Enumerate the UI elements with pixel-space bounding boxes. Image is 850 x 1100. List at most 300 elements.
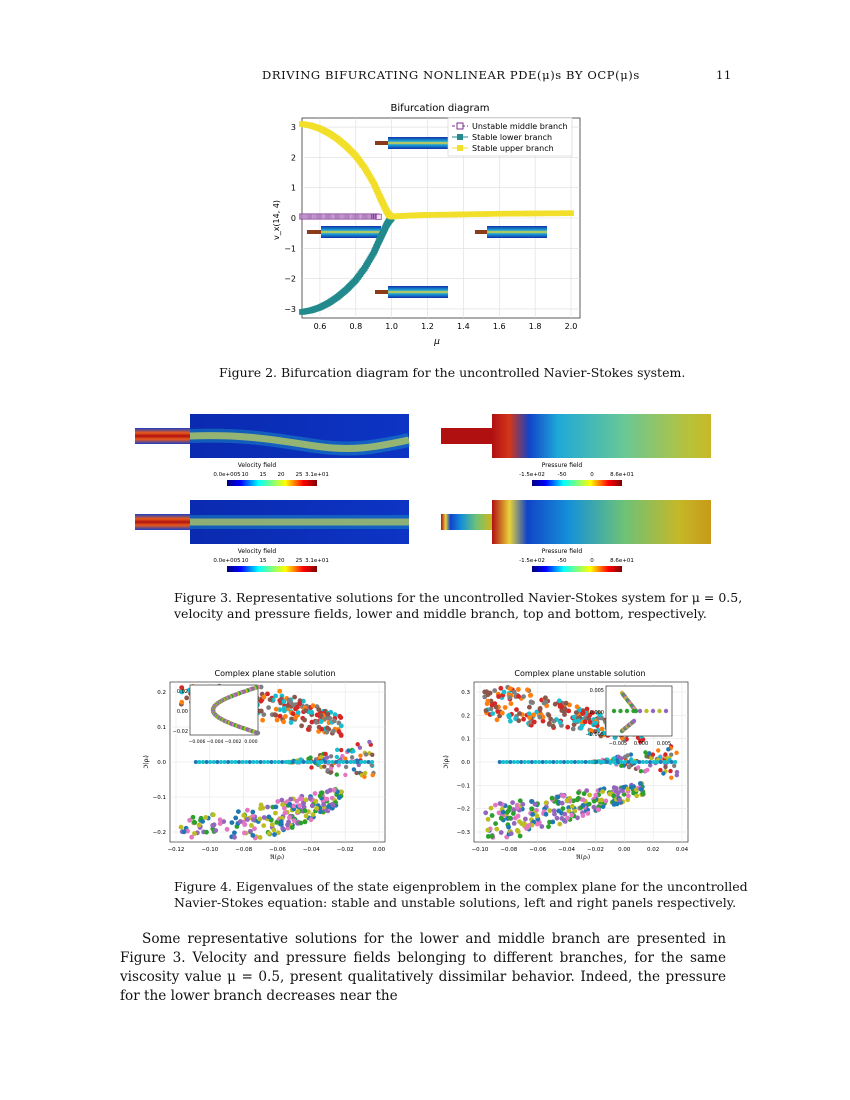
eigenvalue-point — [287, 815, 292, 820]
eigenvalue-point — [363, 771, 367, 775]
eigenvalue-point — [551, 724, 556, 729]
bifurcation-chart — [255, 98, 595, 348]
eigenvalue-point — [331, 760, 335, 764]
eigenvalue-point — [558, 720, 563, 725]
eigenvalue-point — [575, 704, 580, 709]
eigenvalue-point — [289, 720, 294, 725]
eigenvalue-point — [512, 821, 517, 826]
eigenvalue-point — [533, 802, 538, 807]
eigenvalue-point — [560, 801, 565, 806]
eigenvalue-point — [275, 799, 280, 804]
legend-label: Stable upper branch — [472, 144, 554, 153]
eigenvalue-point — [609, 760, 613, 764]
eigenvalue-point — [529, 806, 534, 811]
eigenvalue-point — [516, 687, 521, 692]
eigenvalue-point — [310, 803, 315, 808]
eigenvalue-point — [581, 813, 586, 818]
eigenvalue-point — [544, 760, 548, 764]
eigenvalue-point — [555, 816, 560, 821]
inset-point — [612, 709, 616, 713]
eigenvalue-point — [515, 828, 520, 833]
eigenvalue-point — [641, 760, 645, 764]
plot-title: Complex plane unstable solution — [514, 669, 646, 678]
eigenvalue-point — [518, 834, 523, 839]
y-tick-label: 0.2 — [157, 690, 166, 696]
eigenvalue-point — [298, 760, 302, 764]
eigenvalue-point — [248, 829, 253, 834]
x-tick-label: 0.02 — [647, 847, 660, 853]
eigenvalue-point — [302, 760, 306, 764]
eigenvalue-point — [541, 760, 545, 764]
eigenvalue-point — [552, 808, 557, 813]
eigenvalue-point — [352, 760, 356, 764]
eigenvalue-point — [266, 760, 270, 764]
eigenvalue-point — [572, 715, 577, 720]
eigenvalue-point — [205, 760, 209, 764]
figure4-caption — [174, 879, 748, 911]
inset-x-tick: −0.004 — [206, 740, 224, 745]
eigenvalue-point — [329, 754, 333, 758]
eigenvalue-point — [249, 823, 254, 828]
inset-y-tick: −0.02 — [172, 729, 188, 735]
eigenvalue-point — [593, 721, 598, 726]
eigenvalue-point — [194, 760, 198, 764]
eigenvalue-point — [278, 714, 283, 719]
eigenvalue-point — [315, 713, 320, 718]
eigenvalue-point — [616, 790, 621, 795]
x-tick-label: 1.0 — [385, 322, 399, 331]
eigenvalue-point — [523, 817, 528, 822]
eigenvalue-point — [287, 698, 292, 703]
eigenvalue-point — [605, 760, 609, 764]
eigenvalue-point — [298, 821, 303, 826]
x-tick-label: −0.08 — [235, 847, 253, 853]
x-tick-label: −0.02 — [336, 847, 354, 853]
eigenvalue-point — [508, 816, 513, 821]
eigenvalue-point — [508, 760, 512, 764]
eigenvalue-point — [658, 768, 662, 772]
eigenvalue-point — [616, 760, 620, 764]
eigenvalue-point — [489, 806, 494, 811]
x-tick-label: 0.8 — [349, 322, 363, 331]
eigenvalue-point — [320, 760, 324, 764]
eigenvalue-point — [325, 755, 329, 759]
eigenvalue-point — [277, 760, 281, 764]
eigenvalue-point — [569, 813, 574, 818]
eigenvalue-point — [498, 760, 502, 764]
eigenvalue-point — [337, 795, 342, 800]
eigenvalue-point — [496, 694, 501, 699]
running-title: DRIVING BIFURCATING NONLINEAR PDE(μ)s BY OCP(μ)s — [262, 68, 640, 82]
figure3-panels — [135, 410, 715, 582]
eigenvalue-point — [648, 760, 652, 764]
eigenvalue-point — [587, 760, 591, 764]
colorbar-ticks — [519, 558, 634, 564]
eigenvalue-point — [319, 719, 324, 724]
eigenvalue-point — [303, 808, 308, 813]
eigenvalue-point — [600, 727, 605, 732]
eigenvalue-point — [297, 803, 302, 808]
eigenvalue-point — [273, 694, 278, 699]
inset-point — [651, 709, 655, 713]
eigenvalue-point — [520, 802, 525, 807]
inset-y-tick: 0.005 — [589, 688, 604, 694]
eigenvalue-point — [267, 815, 272, 820]
eigenvalue-point — [242, 822, 247, 827]
eigenvalue-point — [344, 765, 348, 769]
eigenvalue-point — [329, 766, 333, 770]
eigenvalue-point — [561, 806, 566, 811]
x-tick-label: 1.6 — [492, 322, 506, 331]
eigenvalue-point — [583, 719, 588, 724]
eigenvalue-point — [338, 760, 342, 764]
eigenvalue-point — [345, 760, 349, 764]
eigenvalue-point — [559, 760, 563, 764]
eigenvalue-point — [210, 823, 215, 828]
eigenvalue-point — [273, 811, 278, 816]
y-tick-label: 0 — [290, 214, 296, 223]
eigenvalue-point — [349, 760, 353, 764]
eigenvalue-point — [511, 811, 516, 816]
eigenvalue-point — [602, 760, 606, 764]
eigenvalue-point — [672, 764, 676, 768]
eigenvalue-point — [325, 797, 330, 802]
eigenvalue-point — [593, 793, 598, 798]
inset-point — [664, 709, 668, 713]
inset-point — [256, 731, 260, 735]
eigenvalue-point — [490, 711, 495, 716]
eigenvalue-point — [316, 707, 321, 712]
pressure-field-lower-branch — [441, 414, 711, 486]
eigenvalue-point — [537, 760, 541, 764]
inset-y-tick: 0.000 — [589, 710, 604, 716]
eigenvalue-point — [251, 817, 256, 822]
eigenvalue-point — [283, 714, 288, 719]
eigenvalue-point — [488, 691, 493, 696]
eigenvalue-point — [309, 760, 313, 764]
eigenvalue-point — [501, 760, 505, 764]
y-tick-label: −0.3 — [456, 830, 470, 836]
figure3-caption — [174, 590, 742, 622]
eigenvalue-point — [516, 718, 521, 723]
colorbar-title: Velocity field — [237, 548, 277, 555]
eigenvalue-point — [351, 749, 355, 753]
eigenvalue-point — [663, 765, 667, 769]
eigenvalue-point — [303, 708, 308, 713]
eigenvalue-point — [512, 690, 517, 695]
inset-point — [644, 709, 648, 713]
caption-line: Navier-Stokes equation: stable and unstable solutions, left and right panels respectively. — [174, 895, 737, 910]
eigenvalue-point — [555, 760, 559, 764]
eigenvalue-point — [569, 760, 573, 764]
eigenvalue-point — [577, 760, 581, 764]
inset-x-tick: −0.005 — [608, 741, 628, 747]
eigenvalue-point — [285, 822, 290, 827]
colorbar-tick: 10 — [241, 472, 249, 478]
inset-point — [625, 709, 629, 713]
eigenvalue-point — [486, 828, 491, 833]
eigenvalue-point — [322, 764, 326, 768]
inset-y-tick: 0.02 — [176, 689, 188, 695]
eigenvalue-point — [321, 802, 326, 807]
eigenvalue-point — [575, 797, 580, 802]
eigenvalue-point — [304, 814, 309, 819]
eigenvalue-point — [238, 819, 243, 824]
eigenvalue-point — [546, 824, 551, 829]
eigenvalue-point — [503, 705, 508, 710]
eigenvalue-point — [339, 723, 344, 728]
eigenvalue-point — [208, 760, 212, 764]
colorbar-tick: -50 — [557, 472, 567, 478]
eigenvalue-point — [626, 794, 631, 799]
eigenvalue-point — [203, 815, 208, 820]
eigenvalue-point — [295, 760, 299, 764]
eigenvalue-point — [552, 719, 557, 724]
eigenvalue-point — [501, 810, 506, 815]
eigenvalue-point — [339, 748, 343, 752]
eigenvalue-point — [571, 727, 576, 732]
eigenvalue-point — [282, 699, 287, 704]
inset-x-tick: 0.000 — [633, 741, 649, 747]
y-tick-label: −3 — [284, 304, 296, 314]
eigenvalue-point — [565, 816, 570, 821]
eigenvalue-point — [363, 760, 367, 764]
eigenvalue-point — [493, 803, 498, 808]
eigenvalue-point — [314, 806, 319, 811]
y-tick-label: 0.1 — [461, 736, 470, 743]
eigenvalue-point — [490, 703, 495, 708]
eigenvalue-point — [516, 814, 521, 819]
eigenvalue-point — [265, 805, 270, 810]
eigenvalue-point — [274, 707, 279, 712]
eigenvalue-point — [543, 700, 548, 705]
inset-x-tick: 0.005 — [656, 741, 672, 747]
eigenvalue-point — [591, 760, 595, 764]
eigenvalue-point — [197, 760, 201, 764]
eigenvalue-point — [226, 760, 230, 764]
eigenvalue-point — [519, 821, 524, 826]
eigenvalue-point — [325, 712, 330, 717]
inset-y-tick: −0.005 — [585, 732, 604, 738]
x-tick-label: −0.12 — [167, 847, 185, 853]
eigenvalue-point — [596, 807, 601, 812]
eigenvalue-point — [182, 829, 187, 834]
eigenvalue-point — [362, 775, 366, 779]
eigenvalue-point — [601, 804, 606, 809]
x-tick-label: −0.08 — [500, 847, 518, 853]
eigenvalue-point — [561, 794, 566, 799]
eigenvalue-point — [634, 793, 639, 798]
eigenvalue-point — [218, 817, 223, 822]
eigenvalue-point — [604, 799, 609, 804]
eigenvalue-point — [335, 748, 339, 752]
eigenvalue-point — [586, 811, 591, 816]
eigenvalue-point — [370, 753, 374, 757]
eigenvalue-point — [498, 686, 503, 691]
eigenvalue-point — [495, 717, 500, 722]
eigenvalue-point — [272, 712, 277, 717]
eigenvalue-point — [371, 773, 375, 777]
legend-label: Stable lower branch — [472, 133, 553, 142]
eigenvalue-point — [499, 830, 504, 835]
colorbar-ticks — [213, 558, 329, 564]
colorbar-tick: 8.6e+01 — [610, 558, 634, 564]
eigenvalue-point — [548, 760, 552, 764]
eigenvalue-point — [508, 686, 513, 691]
y-tick-label: −0.2 — [456, 806, 470, 813]
inset-x-tick: −0.006 — [188, 740, 206, 745]
eigenvalue-point — [592, 799, 597, 804]
eigenvalue-point — [627, 760, 631, 764]
eigenvalue-point — [486, 817, 491, 822]
colorbar-tick: 0.0e+005 — [213, 558, 241, 564]
eigenvalue-point — [566, 760, 570, 764]
x-tick-label: −0.02 — [586, 847, 604, 853]
eigenvalue-point — [187, 818, 192, 823]
eigenvalue-point — [565, 798, 570, 803]
eigenvalue-point — [492, 688, 497, 693]
eigenvalue-point — [581, 803, 586, 808]
eigenvalue-point — [579, 724, 584, 729]
colorbar-tick: 8.6e+01 — [610, 472, 634, 478]
eigenvalue-point — [314, 720, 319, 725]
eigenvalue-point — [506, 825, 511, 830]
eigenvalue-point — [356, 742, 360, 746]
eigenvalue-point — [251, 760, 255, 764]
eigenvalue-point — [204, 830, 209, 835]
eigenvalue-point — [516, 760, 520, 764]
paragraph-text: Some representative solutions for the lower and middle branch are presented in Figure 3. Velocity and pressure fields belonging to different branches, for the same viscosity value μ = 0.5, present qualitatively dissimilar behavior. Indeed, the pressure for the lower branch decreases near the — [120, 931, 726, 1004]
eigenvalue-point — [272, 832, 277, 837]
y-tick-label: 2 — [290, 153, 296, 163]
x-tick-label: 0.00 — [618, 847, 631, 853]
eigenvalue-point — [645, 768, 649, 772]
eigenvalue-point — [512, 760, 516, 764]
eigenvalue-point — [230, 760, 234, 764]
eigenvalue-point — [570, 804, 575, 809]
eigenvalue-point — [668, 769, 672, 773]
eigenvalue-point — [630, 760, 634, 764]
colorbar-tick: 15 — [259, 558, 267, 564]
eigenvalue-point — [534, 760, 538, 764]
colorbar-tick: 25 — [295, 472, 303, 478]
eigenvalue-point — [350, 755, 354, 759]
eigenvalue-point — [551, 760, 555, 764]
eigenvalue-point — [621, 785, 626, 790]
y-tick-label: 0.3 — [461, 690, 470, 696]
eigenvalue-point — [219, 760, 223, 764]
eigenvalue-point — [584, 760, 588, 764]
eigenvalue-point — [529, 700, 534, 705]
eigenvalue-point — [562, 760, 566, 764]
figure2-caption: Figure 2. Bifurcation diagram for the uncontrolled Navier-Stokes system. — [219, 365, 686, 380]
y-tick-label: −2 — [284, 274, 296, 284]
x-tick-label: 0.00 — [372, 847, 386, 853]
eigenvalue-point — [523, 760, 527, 764]
eigenvalue-point — [280, 760, 284, 764]
colorbar-tick: -50 — [557, 558, 567, 564]
colorbar-tick: 10 — [241, 558, 249, 564]
eigenvalue-point — [544, 812, 549, 817]
eigenvalue-point — [244, 760, 248, 764]
eigenvalue-point — [483, 810, 488, 815]
eigenvalue-point — [262, 815, 267, 820]
eigenvalue-point — [494, 827, 499, 832]
x-tick-label: 1.2 — [421, 322, 434, 331]
eigenvalue-point — [230, 820, 235, 825]
eigenvalue-point — [629, 785, 634, 790]
y-axis-label: v_x(14, 4) — [272, 199, 281, 241]
eigenvalue-point — [311, 703, 316, 708]
eigenvalue-point — [320, 790, 325, 795]
colorbar-title: Pressure field — [541, 462, 583, 469]
eigenvalue-point — [306, 727, 311, 732]
eigenvalue-point — [179, 825, 184, 830]
eigenvalue-point — [184, 696, 189, 701]
x-tick-label: 1.8 — [528, 322, 542, 331]
eigenvalue-point — [308, 796, 313, 801]
y-axis-label: ℑ(ρᵢ) — [443, 755, 450, 769]
eigenvalue-point — [250, 810, 255, 815]
eigenvalue-point — [498, 801, 503, 806]
eigenvalue-point — [272, 828, 277, 833]
x-axis-label: ℜ(ρᵢ) — [269, 854, 285, 861]
y-tick-label: −0.2 — [152, 830, 166, 836]
y-tick-label: −1 — [284, 244, 296, 254]
eigenvalue-point — [356, 760, 360, 764]
inset-y-tick: 0.00 — [176, 709, 188, 715]
eigenvalue-point — [281, 719, 286, 724]
eigenvalue-point — [273, 760, 277, 764]
eigenvalue-point — [528, 693, 533, 698]
eigenvalue-point — [259, 709, 264, 714]
eigenvalue-point — [557, 822, 562, 827]
eigenvalue-point — [581, 797, 586, 802]
eigenvalue-point — [500, 711, 505, 716]
eigenvalue-point — [531, 712, 536, 717]
eigenvalue-point — [530, 812, 535, 817]
eigenvalue-point — [237, 760, 241, 764]
colorbar-title: Velocity field — [237, 462, 277, 469]
eigenvalue-point — [241, 760, 245, 764]
eigenvalue-point — [663, 752, 667, 756]
eigenvalue-point — [655, 760, 659, 764]
eigenvalue-point — [574, 710, 579, 715]
eigenvalue-point — [265, 692, 270, 697]
eigenvalue-point — [212, 760, 216, 764]
eigenvalue-point — [284, 760, 288, 764]
x-axis-label: μ — [434, 337, 440, 347]
x-tick-label: −0.06 — [529, 847, 547, 853]
eigenvalue-point — [556, 795, 561, 800]
series-0 — [299, 214, 381, 220]
velocity-field-lower-branch — [135, 414, 409, 486]
eigenvalue-point — [525, 687, 530, 692]
eigenvalue-point — [309, 710, 314, 715]
eigenvalue-point — [270, 822, 275, 827]
eigenvalue-point — [358, 754, 362, 758]
y-tick-label: 0.0 — [157, 760, 166, 766]
eigenvalue-point — [335, 755, 339, 759]
eigenvalue-point — [302, 718, 307, 723]
eigenvalue-point — [298, 796, 303, 801]
eigenvalue-point — [337, 714, 342, 719]
eigenvalue-point — [274, 805, 279, 810]
eigenvalue-point — [674, 751, 678, 755]
eigenvalue-point — [560, 816, 565, 821]
eigenvalue-point — [607, 792, 612, 797]
x-tick-label: 0.04 — [675, 847, 689, 853]
